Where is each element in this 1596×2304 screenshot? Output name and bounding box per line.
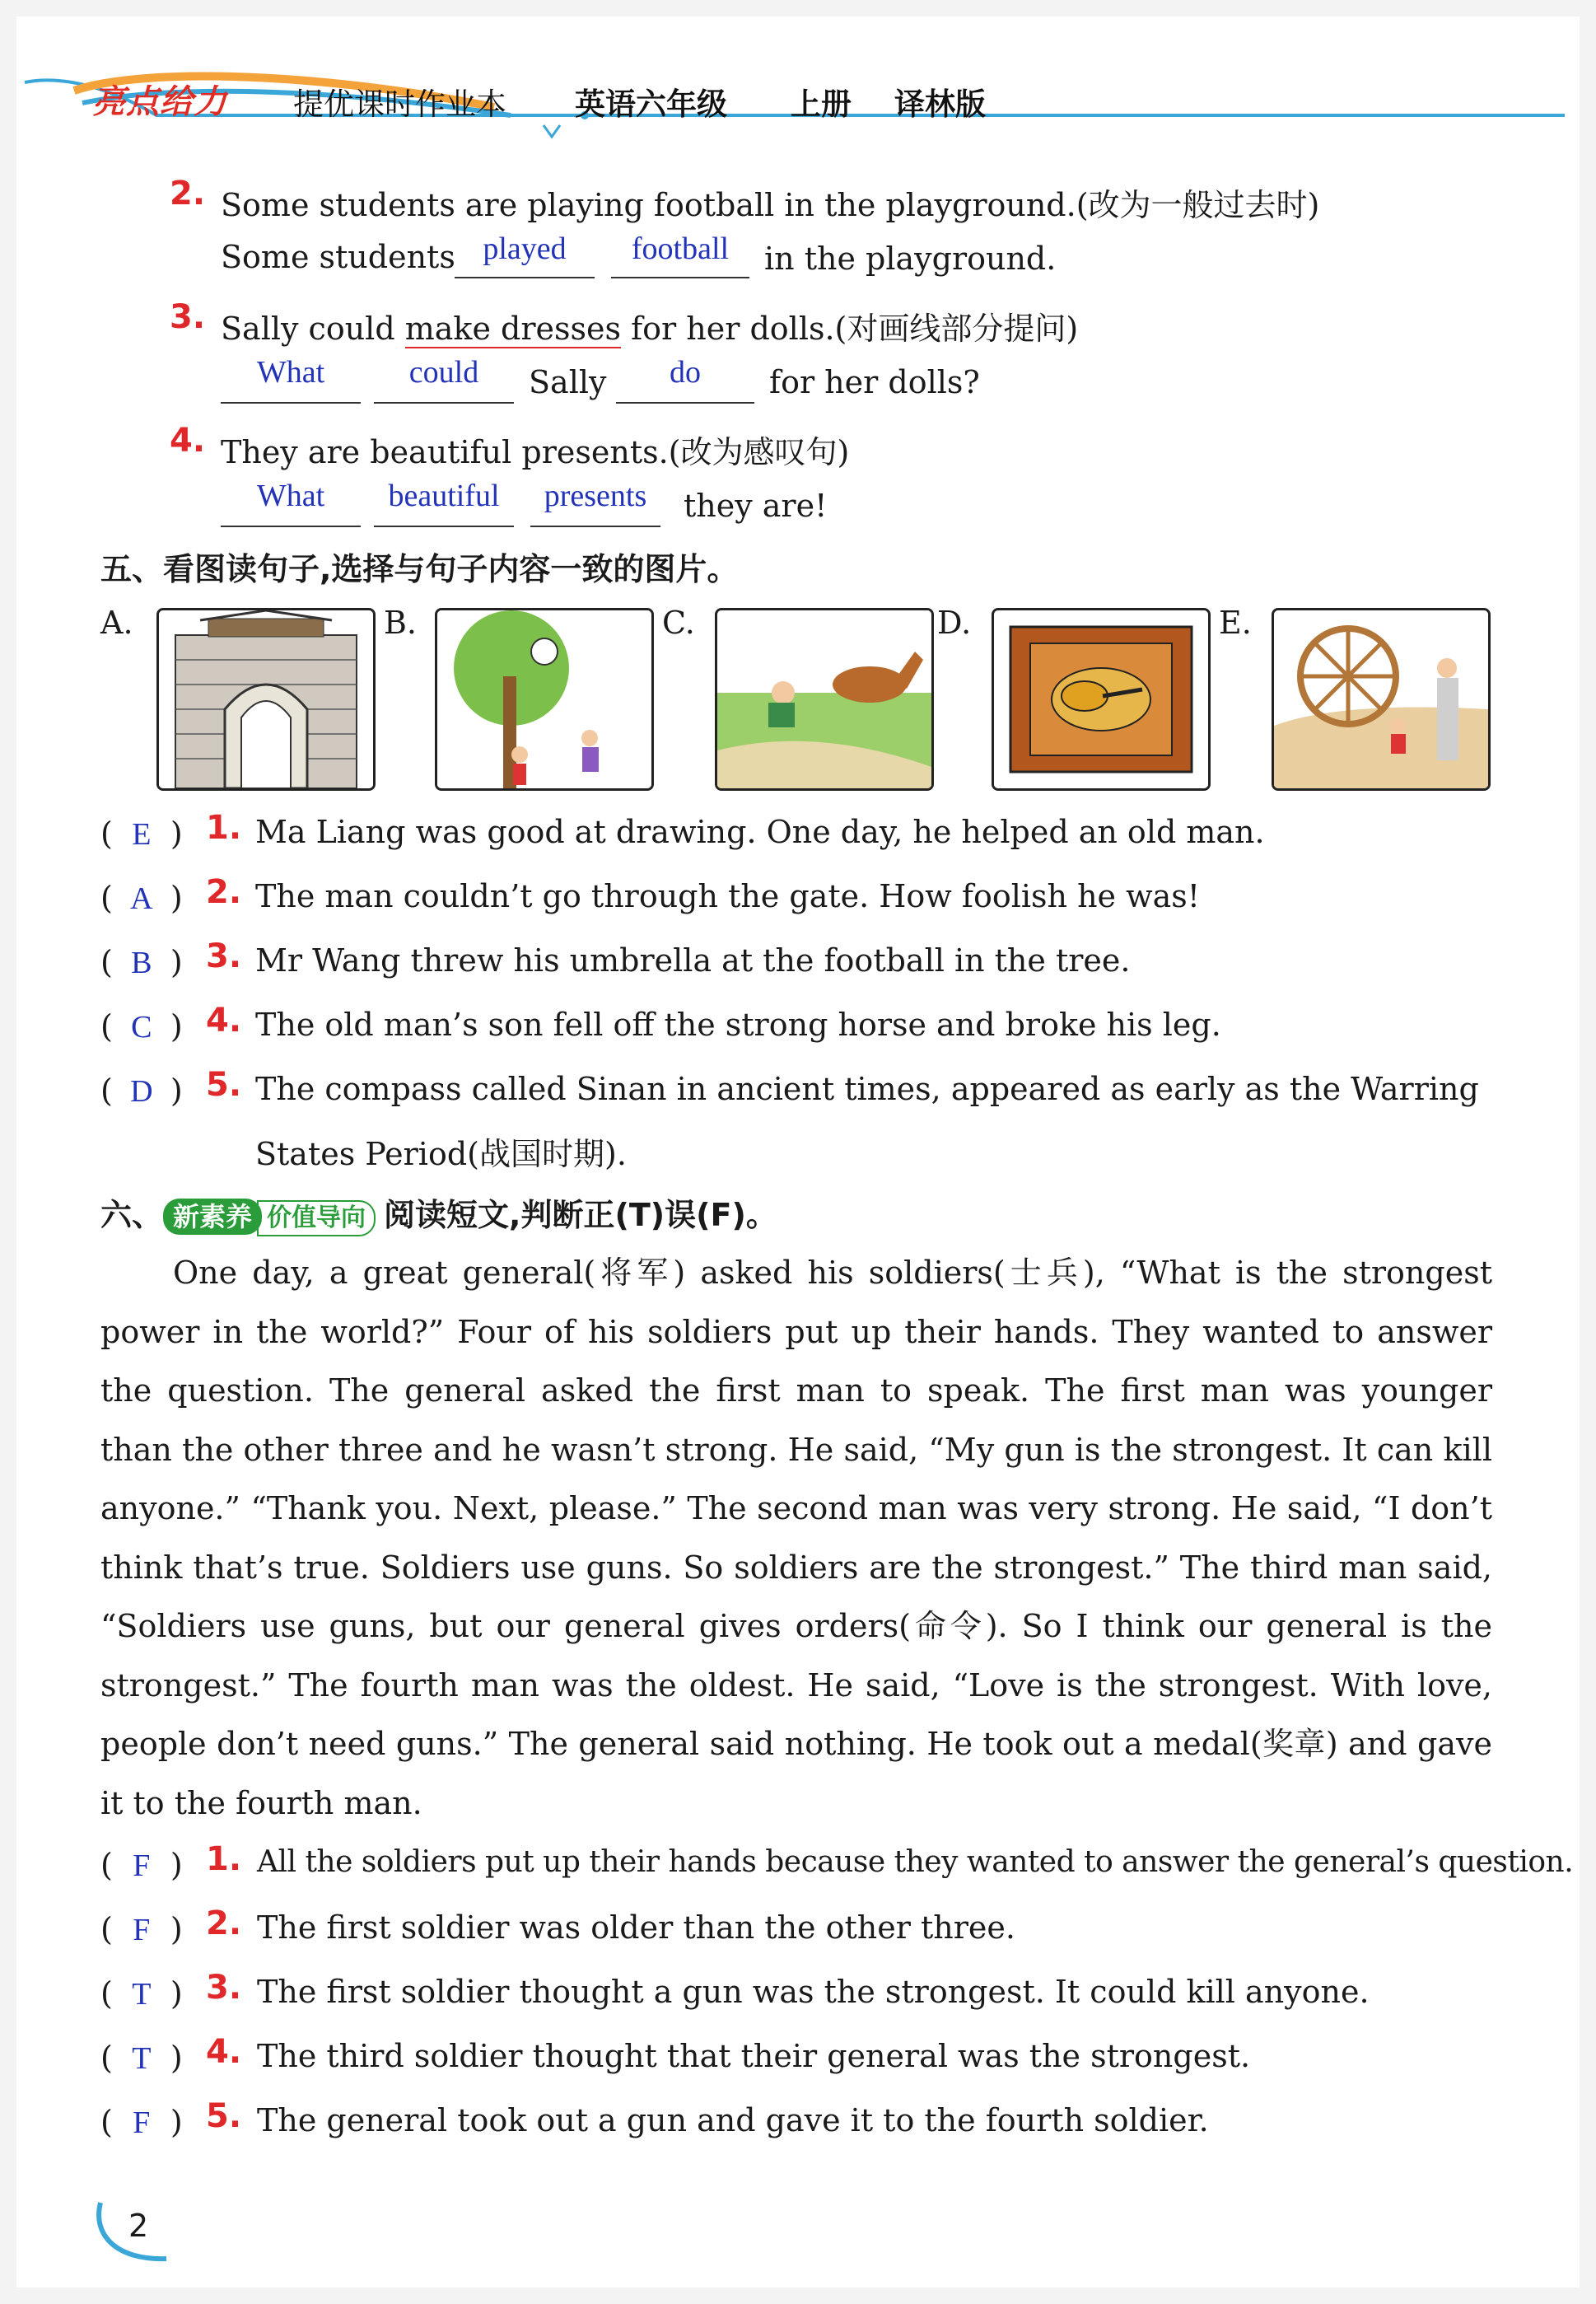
answer-paren: ( T ) <box>100 1975 183 2012</box>
item-number: 2. <box>206 1904 242 1942</box>
answer-blank <box>221 400 361 404</box>
tag-value-oriented: 价值导向 <box>257 1200 376 1236</box>
picture-label: C. <box>662 605 695 641</box>
header-subtitle: 提优课时作业本 <box>293 86 506 122</box>
brand-logo: 亮点给力 <box>92 83 227 121</box>
section-title: 五、看图读句子,选择与句子内容一致的图片。 <box>100 551 739 587</box>
answer-letter: F <box>133 1913 151 1947</box>
answer-letter: T <box>132 1977 152 2012</box>
question-text: Mr Wang threw his umbrella at the football in the tree. <box>255 942 1131 979</box>
rewrite-mid: Sally <box>529 364 607 400</box>
answer-paren: ( E ) <box>100 816 183 852</box>
answer-letter: F <box>133 2105 151 2140</box>
rewrite-prefix: Some students <box>221 239 455 275</box>
answer-text: could <box>408 355 479 390</box>
answer-paren: ( T ) <box>100 2040 183 2076</box>
rewrite-suffix: in the playground. <box>764 241 1057 277</box>
answer-text: presents <box>544 479 647 513</box>
picture-b-tree-football <box>435 608 654 791</box>
answer-paren: ( F ) <box>100 2104 183 2140</box>
answer-blank <box>374 400 514 404</box>
answer-paren: ( F ) <box>100 1847 183 1883</box>
item-number: 3. <box>170 298 206 336</box>
item-number: 1. <box>206 809 242 847</box>
item-number: 3. <box>206 1969 242 2007</box>
item-number: 4. <box>206 2033 242 2071</box>
answer-paren: ( D ) <box>100 1073 183 1109</box>
picture-e-wheel-oldman <box>1272 608 1491 791</box>
item-number: 1. <box>206 1840 242 1878</box>
question-text: They are beautiful presents.(改为感叹句) <box>221 434 850 470</box>
header-volume: 上册 <box>791 86 852 122</box>
answer-letter: F <box>133 1848 151 1883</box>
answer-text: played <box>483 231 567 266</box>
answer-letter: E <box>132 817 152 852</box>
question-text: The old man’s son fell off the strong horse and broke his leg. <box>255 1007 1221 1043</box>
answer-text: What <box>256 479 325 513</box>
answer-letter: T <box>132 2041 152 2076</box>
item-number: 2. <box>206 873 242 911</box>
answer-text: What <box>256 355 325 390</box>
reading-passage: One day, a great general(将军) asked his soldiers(士兵), “What is the strongest power in the world?” Four of his soldiers put up their hands. They wanted to answer the question. The general asked the first man to speak. The first man was younger than the other three and he wasn’t strong. He said, “My gun is the strongest. It can kill anyone.” “Thank you. Next, please.” The second man was very strong. He said, “I don’t think that’s true. Soldiers use guns. So soldiers are the strongest.” The third man said, “Soldiers use guns, but our general gives orders(命令). So I think our general is the strongest.” The fourth man was the oldest. He said, “Love is the strongest. With love, people don’t need guns.” The general said nothing. He took out a medal(奖章) and gave it to the fourth man. <box>100 1255 1492 1821</box>
answer-letter: B <box>131 946 152 980</box>
header-edition: 译林版 <box>894 86 986 122</box>
picture-label: B. <box>384 605 418 641</box>
question-text: The compass called Sinan in ancient times, appeared as early as the Warring <box>255 1071 1479 1107</box>
page-number: 2 <box>128 2208 149 2244</box>
question-text: The first soldier thought a gun was the strongest. It could kill anyone. <box>257 1974 1370 2010</box>
rewrite-suffix: for her dolls? <box>769 364 980 400</box>
question-text: The general took out a gun and gave it to the fourth soldier. <box>257 2102 1209 2138</box>
answer-blank <box>221 524 361 527</box>
answer-blank <box>530 524 660 527</box>
picture-a-city-gate <box>156 608 376 791</box>
question-text: Sally could make dresses for her dolls.(对画线部分提问) <box>221 311 1079 347</box>
picture-c-boy-horse <box>715 608 934 791</box>
item-number: 4. <box>206 1002 242 1040</box>
answer-blank <box>616 400 754 404</box>
answer-text: football <box>631 231 730 266</box>
item-number: 5. <box>206 1066 242 1104</box>
answer-letter: C <box>131 1010 152 1045</box>
question-text: The third soldier thought that their general was the strongest. <box>257 2038 1251 2074</box>
rewrite-suffix: they are! <box>684 488 828 524</box>
answer-letter: A <box>130 881 153 916</box>
question-text: The first soldier was older than the other three. <box>257 1909 1015 1946</box>
answer-text: do <box>670 355 701 390</box>
picture-label: A. <box>100 605 133 641</box>
answer-paren: ( A ) <box>100 880 183 916</box>
header-grade: 英语六年级 <box>575 86 727 122</box>
answer-paren: ( B ) <box>100 944 183 980</box>
picture-label: E. <box>1219 605 1252 641</box>
answer-paren: ( F ) <box>100 1911 183 1947</box>
item-number: 3. <box>206 937 242 975</box>
answer-blank <box>611 275 749 278</box>
underlined-phrase: make dresses <box>404 311 621 347</box>
question-text: All the soldiers put up their hands because they wanted to answer the general’s question. <box>257 1845 1574 1879</box>
picture-d-compass <box>992 608 1211 791</box>
tag-new-literacy: 新素养 <box>163 1199 262 1235</box>
item-number: 5. <box>206 2097 242 2135</box>
section-title: 六、 新素养 价值导向 阅读短文,判断正(T)误(F)。 <box>100 1189 777 1236</box>
answer-blank <box>374 524 514 527</box>
item-number: 2. <box>170 175 206 213</box>
answer-paren: ( C ) <box>100 1008 183 1045</box>
question-text: Some students are playing football in the playground.(改为一般过去时) <box>221 187 1320 223</box>
question-text-continued: States Period(战国时期). <box>255 1136 627 1172</box>
answer-letter: D <box>130 1074 153 1109</box>
item-number: 4. <box>170 422 206 460</box>
question-text: The man couldn’t go through the gate. How foolish he was! <box>255 878 1201 914</box>
picture-label: D. <box>937 605 972 641</box>
answer-text: beautiful <box>388 479 500 513</box>
answer-blank <box>455 275 595 278</box>
question-text: Ma Liang was good at drawing. One day, he helped an old man. <box>255 814 1265 850</box>
